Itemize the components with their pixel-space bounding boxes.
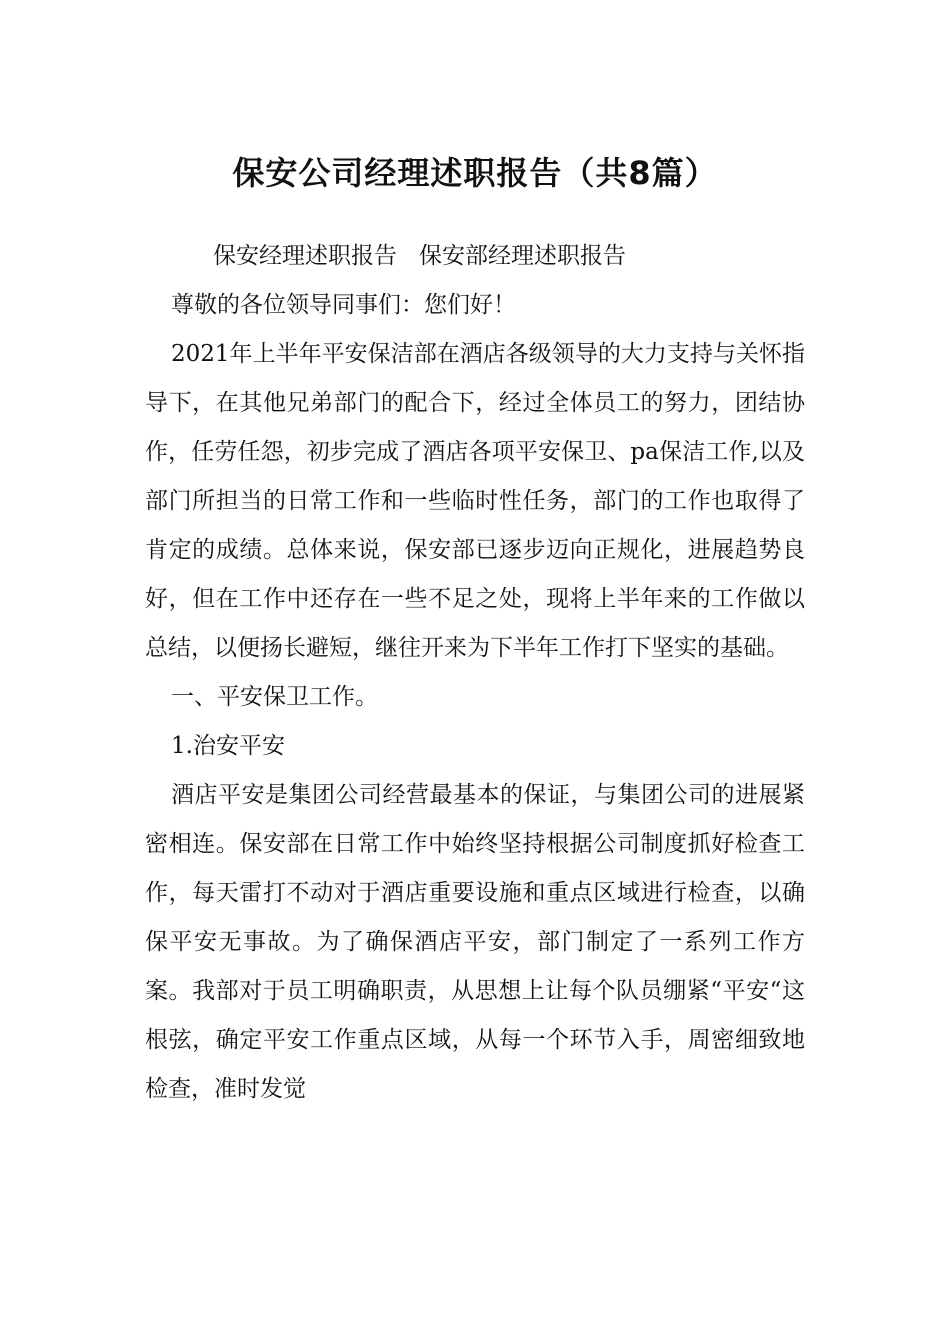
document-title: 保安公司经理述职报告（共8篇） <box>232 154 718 193</box>
document-subtitle <box>145 232 805 281</box>
document-body <box>145 232 805 1114</box>
subtitle-right: 保安部经理述职报告 <box>419 243 626 269</box>
subtitle-left: 保安经理述职报告 <box>213 243 397 269</box>
summary-paragraph: 2021年上半年平安保洁部在酒店各级领导的大力支持与关怀指导下，在其他兄弟部门的配合下，经过全体员工的努力，团结协作，任劳任怨，初步完成了酒店各项平安保卫、pa保洁工作,以及部门所担当的日常工作和一些临时性任务，部门的工作也取得了肯定的成绩。总体来说，保安部已逐步迈向正规化，进展趋势良好，但在工作中还存在一些不足之处，现将上半年来的工作做以总结，以便扬长避短，继往开来为下半年工作打下坚实的基础。 <box>145 341 805 661</box>
security-paragraph: 酒店平安是集团公司经营最基本的保证，与集团公司的进展紧密相连。保安部在日常工作中始终坚持根据公司制度抓好检查工作，每天雷打不动对于酒店重要设施和重点区域进行检查，以确保平安无事故。为了确保酒店平安，部门制定了一系列工作方案。我部对于员工明确职责，从思想上让每个队员绷紧“平安“这根弦，确定平安工作重点区域，从每一个环节入手，周密细致地检查，准时发觉 <box>145 782 805 1102</box>
subsection-heading: 1.治安平安 <box>171 733 285 759</box>
section-heading: 一、平安保卫工作。 <box>171 684 378 710</box>
greeting-paragraph: 尊敬的各位领导同事们：您们好！ <box>171 292 516 318</box>
